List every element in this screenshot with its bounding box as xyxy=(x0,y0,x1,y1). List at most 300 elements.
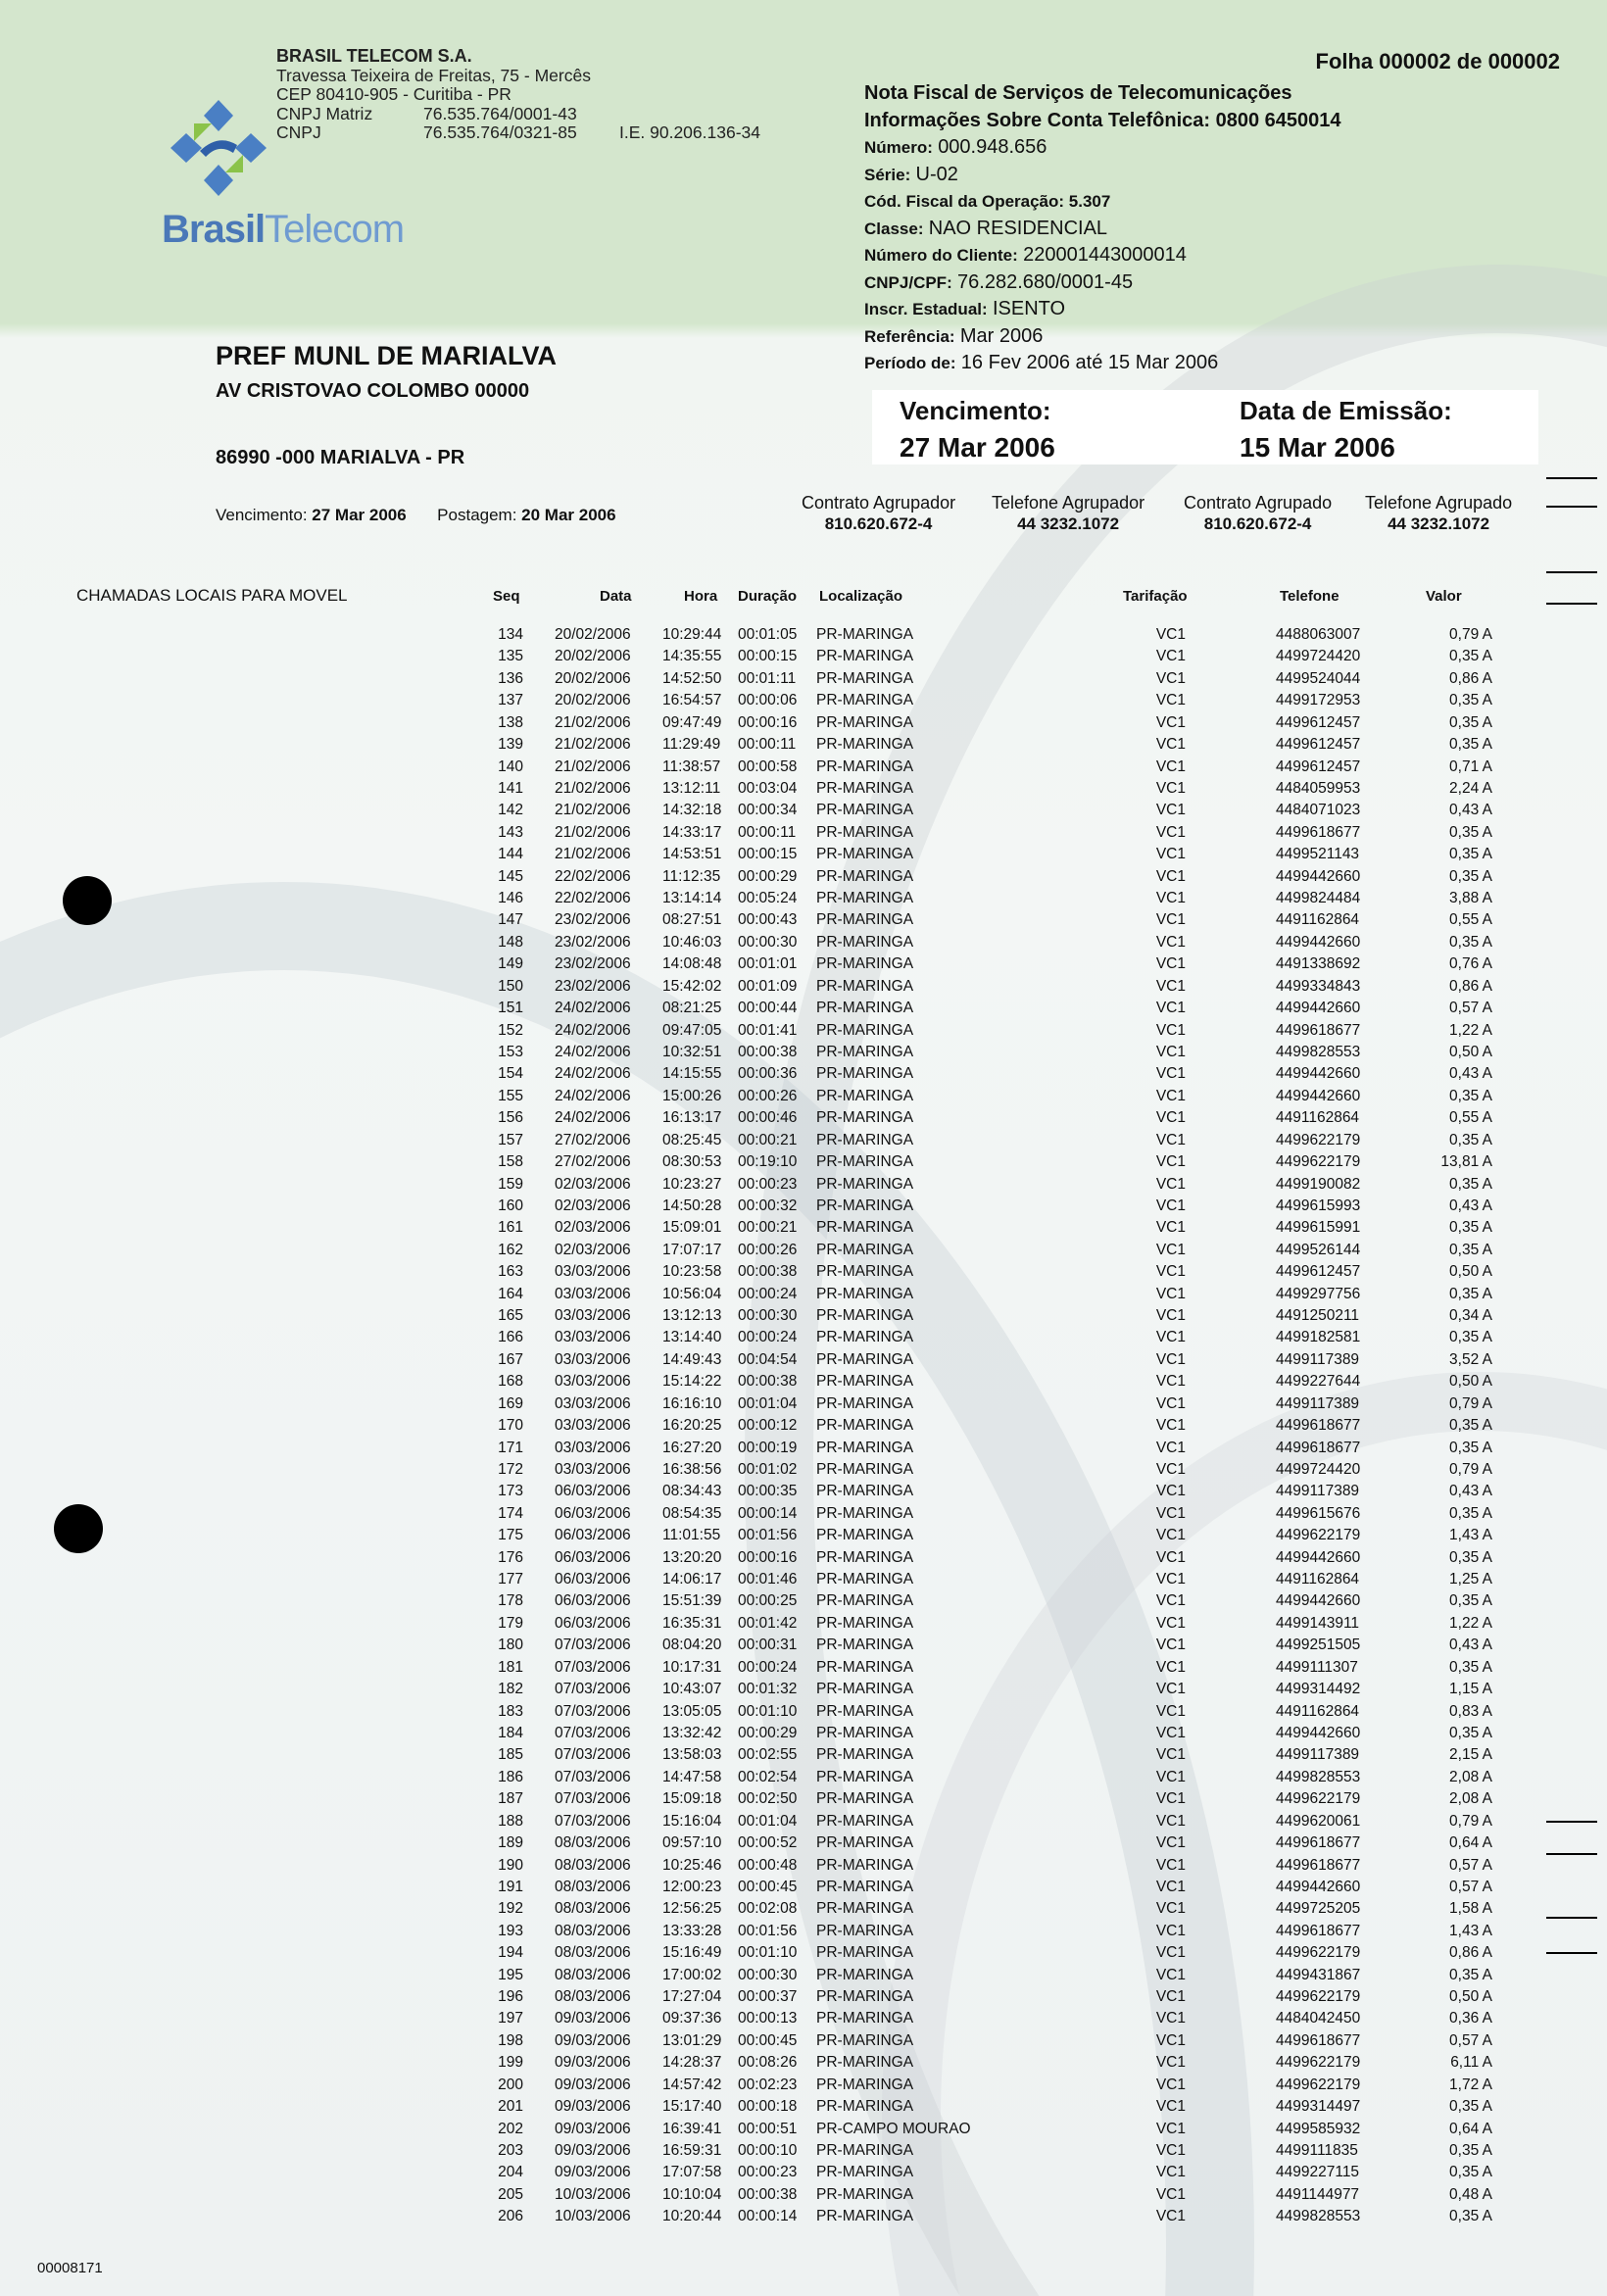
cell-seq: 158 xyxy=(498,1153,523,1171)
cell-telefone: 4499524044 xyxy=(1276,669,1361,687)
cell-tarifacao: VC1 xyxy=(1155,1658,1186,1676)
cell-tarifacao: VC1 xyxy=(1155,669,1186,687)
cell-hora: 14:32:18 xyxy=(662,802,722,819)
cell-valor: 1,43 A xyxy=(1449,1527,1492,1544)
cell-data: 20/02/2006 xyxy=(555,626,631,643)
cell-telefone: 4499828553 xyxy=(1276,2208,1361,2225)
cell-tarifacao: VC1 xyxy=(1155,1021,1186,1039)
cell-seq: 165 xyxy=(498,1307,523,1325)
cell-data: 02/03/2006 xyxy=(555,1197,631,1214)
cell-telefone: 4499442660 xyxy=(1276,1065,1361,1083)
cell-tarifacao: VC1 xyxy=(1155,2164,1186,2181)
cell-duracao: 00:00:30 xyxy=(738,933,798,951)
cell-tarifacao: VC1 xyxy=(1155,1834,1186,1852)
due-date: 27 Mar 2006 xyxy=(900,432,1055,463)
cell-localizacao: PR-MARINGA xyxy=(816,1504,914,1522)
cell-localizacao: PR-MARINGA xyxy=(816,1834,914,1852)
cell-data: 06/03/2006 xyxy=(555,1548,631,1566)
cell-localizacao: PR-MARINGA xyxy=(816,669,914,687)
cell-valor: 0,57 A xyxy=(1449,2031,1492,2049)
cell-localizacao: PR-MARINGA xyxy=(816,1900,914,1918)
cell-hora: 08:27:51 xyxy=(662,911,722,929)
cell-duracao: 00:01:10 xyxy=(738,1944,798,1962)
cell-seq: 164 xyxy=(498,1285,523,1302)
cell-data: 06/03/2006 xyxy=(555,1571,631,1588)
cell-tarifacao: VC1 xyxy=(1155,1746,1186,1764)
cell-valor: 0,35 A xyxy=(1449,933,1492,951)
cell-hora: 08:04:20 xyxy=(662,1637,722,1654)
cell-duracao: 00:00:24 xyxy=(738,1285,798,1302)
cell-duracao: 00:00:13 xyxy=(738,2010,798,2027)
cell-telefone: 4499618677 xyxy=(1276,2031,1361,2049)
cell-seq: 173 xyxy=(498,1483,523,1500)
cell-valor: 0,50 A xyxy=(1449,1988,1492,2006)
cell-hora: 13:14:40 xyxy=(662,1329,722,1346)
cell-duracao: 00:05:24 xyxy=(738,890,798,907)
cell-tarifacao: VC1 xyxy=(1155,846,1186,863)
cell-valor: 0,43 A xyxy=(1449,802,1492,819)
cell-tarifacao: VC1 xyxy=(1155,1417,1186,1435)
cell-localizacao: PR-MARINGA xyxy=(816,1571,914,1588)
cell-telefone: 4499111835 xyxy=(1276,2141,1358,2159)
cell-telefone: 4499431867 xyxy=(1276,1966,1361,1983)
cell-telefone: 4499442660 xyxy=(1276,933,1361,951)
cell-localizacao: PR-MARINGA xyxy=(816,2141,914,2159)
cell-valor: 3,88 A xyxy=(1449,890,1492,907)
cell-seq: 206 xyxy=(498,2208,523,2225)
cell-duracao: 00:01:01 xyxy=(738,955,798,973)
cell-data: 21/02/2006 xyxy=(555,823,631,841)
customer-address: AV CRISTOVAO COLOMBO 00000 xyxy=(216,380,530,402)
cell-seq: 139 xyxy=(498,736,523,754)
cell-hora: 11:29:49 xyxy=(662,736,721,754)
cell-hora: 14:15:55 xyxy=(662,1065,722,1083)
cell-localizacao: PR-MARINGA xyxy=(816,1000,914,1017)
cell-valor: 0,35 A xyxy=(1449,1285,1492,1302)
cell-tarifacao: VC1 xyxy=(1155,1592,1186,1610)
cell-localizacao: PR-MARINGA xyxy=(816,1483,914,1500)
cell-telefone: 4499111307 xyxy=(1276,1658,1358,1676)
cell-localizacao: PR-MARINGA xyxy=(816,1394,914,1412)
cell-localizacao: PR-MARINGA xyxy=(816,890,914,907)
cell-valor: 0,35 A xyxy=(1449,736,1492,754)
cell-localizacao: PR-MARINGA xyxy=(816,911,914,929)
cell-tarifacao: VC1 xyxy=(1155,2098,1186,2116)
cell-data: 21/02/2006 xyxy=(555,846,631,863)
cell-tarifacao: VC1 xyxy=(1155,1307,1186,1325)
cell-duracao: 00:02:23 xyxy=(738,2076,798,2093)
cell-telefone: 4499117389 xyxy=(1276,1350,1360,1368)
cell-valor: 0,55 A xyxy=(1449,911,1492,929)
cell-hora: 14:28:37 xyxy=(662,2054,722,2072)
cell-duracao: 00:00:38 xyxy=(738,2185,798,2203)
cell-seq: 178 xyxy=(498,1592,523,1610)
company-info xyxy=(276,47,760,143)
cell-data: 07/03/2006 xyxy=(555,1702,631,1720)
cell-data: 27/02/2006 xyxy=(555,1131,631,1148)
cell-telefone: 4499117389 xyxy=(1276,1746,1360,1764)
cell-localizacao: PR-MARINGA xyxy=(816,1043,914,1060)
cell-localizacao: PR-MARINGA xyxy=(816,2010,914,2027)
cell-tarifacao: VC1 xyxy=(1155,1614,1186,1632)
cell-seq: 175 xyxy=(498,1527,523,1544)
cell-localizacao: PR-MARINGA xyxy=(816,1548,914,1566)
page-counter: Folha 000002 de 000002 xyxy=(1315,49,1560,73)
cell-seq: 170 xyxy=(498,1417,523,1435)
margin-mark xyxy=(1546,1853,1597,1855)
cell-tarifacao: VC1 xyxy=(1155,1285,1186,1302)
cell-hora: 14:50:28 xyxy=(662,1197,722,1214)
cell-duracao: 00:19:10 xyxy=(738,1153,798,1171)
cell-localizacao: PR-MARINGA xyxy=(816,648,914,665)
cell-tarifacao: VC1 xyxy=(1155,1702,1186,1720)
cell-localizacao: PR-MARINGA xyxy=(816,1021,914,1039)
cell-localizacao: PR-MARINGA xyxy=(816,2208,914,2225)
cell-tarifacao: VC1 xyxy=(1155,1394,1186,1412)
cell-localizacao: PR-MARINGA xyxy=(816,1417,914,1435)
cell-seq: 168 xyxy=(498,1373,523,1391)
cell-seq: 163 xyxy=(498,1263,523,1281)
cell-tarifacao: VC1 xyxy=(1155,2054,1186,2072)
cell-seq: 149 xyxy=(498,955,523,973)
cell-tarifacao: VC1 xyxy=(1155,1571,1186,1588)
cell-duracao: 00:00:37 xyxy=(738,1988,798,2006)
cell-seq: 199 xyxy=(498,2054,523,2072)
cell-valor: 0,43 A xyxy=(1449,1197,1492,1214)
cell-hora: 14:35:55 xyxy=(662,648,722,665)
cell-seq: 195 xyxy=(498,1966,523,1983)
cell-duracao: 00:00:52 xyxy=(738,1834,798,1852)
cell-data: 08/03/2006 xyxy=(555,1988,631,2006)
cell-data: 24/02/2006 xyxy=(555,1043,631,1060)
cell-hora: 10:25:46 xyxy=(662,1856,722,1874)
cell-data: 23/02/2006 xyxy=(555,955,631,973)
cell-tarifacao: VC1 xyxy=(1155,890,1186,907)
cell-telefone: 4499442660 xyxy=(1276,1725,1361,1741)
telefone-agrupado: Telefone Agrupado 44 3232.1072 xyxy=(1365,493,1513,533)
cnpj: 76.535.764/0321-85 xyxy=(423,122,577,142)
cell-seq: 135 xyxy=(498,648,523,665)
cell-telefone: 4484071023 xyxy=(1276,802,1361,819)
cell-tarifacao: VC1 xyxy=(1155,1768,1186,1785)
cell-valor: 0,86 A xyxy=(1449,977,1492,995)
cell-telefone: 4499334843 xyxy=(1276,977,1361,995)
cell-telefone: 4499622179 xyxy=(1276,2054,1361,2072)
cnpj-matriz-label: CNPJ Matriz xyxy=(276,103,373,123)
cell-tarifacao: VC1 xyxy=(1155,757,1186,775)
cell-duracao: 00:01:04 xyxy=(738,1394,798,1412)
cell-data: 09/03/2006 xyxy=(555,2031,631,2049)
cell-seq: 180 xyxy=(498,1637,523,1654)
cell-data: 06/03/2006 xyxy=(555,1592,631,1610)
cell-data: 24/02/2006 xyxy=(555,1000,631,1017)
cell-valor: 1,58 A xyxy=(1449,1900,1492,1918)
cell-data: 03/03/2006 xyxy=(555,1460,631,1478)
col-data: Data xyxy=(600,588,632,605)
cell-localizacao: PR-MARINGA xyxy=(816,2098,914,2116)
cell-valor: 0,57 A xyxy=(1449,1000,1492,1017)
cell-tarifacao: VC1 xyxy=(1155,1922,1186,1939)
cell-localizacao: PR-MARINGA xyxy=(816,2185,914,2203)
cell-localizacao: PR-MARINGA xyxy=(816,1988,914,2006)
cell-hora: 10:43:07 xyxy=(662,1681,722,1698)
nota-fiscal-info: Nota Fiscal de Serviços de Telecomunicações Informações Sobre Conta Telefônica: 0800 6450014 Número: 000.948.656 Série: U-02 Cód. Fiscal da Operação: 5.307 Classe: NAO RESIDENCIAL Número do Cliente: 220001443000014 CNPJ/CPF: 76.282.680/0001-45 Inscr. Estadual: ISENTO Referência: Mar 2006 Período de: 16 Fev 2006 até 15 Mar 2006 xyxy=(864,82,1341,373)
cell-hora: 10:20:44 xyxy=(662,2208,722,2225)
col-localizacao: Localização xyxy=(819,588,903,605)
cell-seq: 187 xyxy=(498,1790,523,1808)
cell-valor: 1,43 A xyxy=(1449,1922,1492,1939)
cell-valor: 0,57 A xyxy=(1449,1856,1492,1874)
cell-seq: 202 xyxy=(498,2120,523,2137)
cell-telefone: 4499622179 xyxy=(1276,1131,1361,1148)
cell-localizacao: PR-MARINGA xyxy=(816,1109,914,1127)
cell-seq: 172 xyxy=(498,1460,523,1478)
cell-telefone: 4484059953 xyxy=(1276,779,1361,797)
section-title: CHAMADAS LOCAIS PARA MOVEL xyxy=(76,586,348,605)
cell-tarifacao: VC1 xyxy=(1155,823,1186,841)
background-swoosh xyxy=(882,1372,1607,2296)
cell-seq: 156 xyxy=(498,1109,523,1127)
cell-data: 02/03/2006 xyxy=(555,1175,631,1193)
cell-tarifacao: VC1 xyxy=(1155,1812,1186,1830)
cell-seq: 182 xyxy=(498,1681,523,1698)
cell-telefone: 4499618677 xyxy=(1276,1021,1361,1039)
cell-valor: 0,35 A xyxy=(1449,1658,1492,1676)
cell-localizacao: PR-MARINGA xyxy=(816,1065,914,1083)
cell-tarifacao: VC1 xyxy=(1155,867,1186,885)
cell-seq: 143 xyxy=(498,823,523,841)
cell-duracao: 00:00:12 xyxy=(738,1417,798,1435)
company-address: Travessa Teixeira de Freitas, 75 - Mercês xyxy=(276,65,591,85)
cell-tarifacao: VC1 xyxy=(1155,1856,1186,1874)
cell-localizacao: PR-MARINGA xyxy=(816,1725,914,1741)
cell-tarifacao: VC1 xyxy=(1155,1548,1186,1566)
cell-tarifacao: VC1 xyxy=(1155,955,1186,973)
cell-hora: 16:16:10 xyxy=(662,1394,722,1412)
cell-hora: 12:56:25 xyxy=(662,1900,722,1918)
cell-valor: 0,35 A xyxy=(1449,1592,1492,1610)
cell-tarifacao: VC1 xyxy=(1155,2185,1186,2203)
cell-duracao: 00:00:21 xyxy=(738,1219,798,1237)
cell-valor: 1,25 A xyxy=(1449,1571,1492,1588)
cell-data: 03/03/2006 xyxy=(555,1394,631,1412)
cell-data: 21/02/2006 xyxy=(555,779,631,797)
cell-valor: 0,35 A xyxy=(1449,846,1492,863)
cell-seq: 142 xyxy=(498,802,523,819)
cell-data: 27/02/2006 xyxy=(555,1153,631,1171)
cell-hora: 16:59:31 xyxy=(662,2141,722,2159)
cell-telefone: 4491162864 xyxy=(1276,1702,1360,1720)
cell-seq: 169 xyxy=(498,1394,523,1412)
cell-telefone: 4499442660 xyxy=(1276,867,1361,885)
cell-telefone: 4499615676 xyxy=(1276,1504,1361,1522)
cell-telefone: 4499182581 xyxy=(1276,1329,1361,1346)
cell-valor: 0,50 A xyxy=(1449,1043,1492,1060)
cell-seq: 205 xyxy=(498,2185,523,2203)
cell-telefone: 4499314497 xyxy=(1276,2098,1361,2116)
cell-data: 07/03/2006 xyxy=(555,1725,631,1741)
cell-telefone: 4499314492 xyxy=(1276,1681,1361,1698)
cell-telefone: 4499172953 xyxy=(1276,692,1361,709)
cell-localizacao: PR-MARINGA xyxy=(816,1768,914,1785)
cell-hora: 13:58:03 xyxy=(662,1746,722,1764)
cell-duracao: 00:00:44 xyxy=(738,1000,798,1017)
margin-mark xyxy=(1546,1821,1597,1823)
cell-data: 09/03/2006 xyxy=(555,2120,631,2137)
cell-telefone: 4499622179 xyxy=(1276,1153,1361,1171)
cell-valor: 1,22 A xyxy=(1449,1614,1492,1632)
cell-seq: 147 xyxy=(498,911,523,929)
col-telefone: Telefone xyxy=(1280,588,1339,605)
cell-valor: 0,35 A xyxy=(1449,1131,1492,1148)
cell-seq: 137 xyxy=(498,692,523,709)
cell-telefone: 4499442660 xyxy=(1276,1878,1361,1895)
cell-seq: 151 xyxy=(498,1000,523,1017)
cell-valor: 0,86 A xyxy=(1449,669,1492,687)
cell-data: 07/03/2006 xyxy=(555,1658,631,1676)
cell-telefone: 4491144977 xyxy=(1276,2185,1360,2203)
cell-hora: 13:32:42 xyxy=(662,1725,722,1741)
cell-valor: 0,35 A xyxy=(1449,1219,1492,1237)
cell-duracao: 00:00:29 xyxy=(738,867,798,885)
cell-valor: 0,35 A xyxy=(1449,1329,1492,1346)
cell-telefone: 4499622179 xyxy=(1276,1790,1361,1808)
cell-duracao: 00:00:38 xyxy=(738,1373,798,1391)
cell-data: 24/02/2006 xyxy=(555,1087,631,1104)
cell-tarifacao: VC1 xyxy=(1155,2031,1186,2049)
cell-tarifacao: VC1 xyxy=(1155,1504,1186,1522)
cell-seq: 140 xyxy=(498,757,523,775)
cell-tarifacao: VC1 xyxy=(1155,1790,1186,1808)
cell-data: 08/03/2006 xyxy=(555,1966,631,1983)
cell-localizacao: PR-MARINGA xyxy=(816,1439,914,1456)
col-duracao: Duração xyxy=(738,588,798,605)
cell-localizacao: PR-MARINGA xyxy=(816,1922,914,1939)
cell-data: 07/03/2006 xyxy=(555,1768,631,1785)
cell-tarifacao: VC1 xyxy=(1155,1350,1186,1368)
cell-telefone: 4499724420 xyxy=(1276,648,1361,665)
cell-tarifacao: VC1 xyxy=(1155,1000,1186,1017)
cell-hora: 10:23:27 xyxy=(662,1175,722,1193)
cell-valor: 0,71 A xyxy=(1449,757,1492,775)
cell-tarifacao: VC1 xyxy=(1155,1043,1186,1060)
cell-data: 03/03/2006 xyxy=(555,1439,631,1456)
cell-valor: 0,35 A xyxy=(1449,648,1492,665)
cell-hora: 14:06:17 xyxy=(662,1571,722,1588)
cell-seq: 150 xyxy=(498,977,523,995)
col-tarifacao: Tarifação xyxy=(1123,588,1188,605)
cell-valor: 0,35 A xyxy=(1449,1548,1492,1566)
cell-seq: 186 xyxy=(498,1768,523,1785)
cell-tarifacao: VC1 xyxy=(1155,2208,1186,2225)
cell-valor: 2,08 A xyxy=(1449,1790,1492,1808)
cell-valor: 0,35 A xyxy=(1449,1504,1492,1522)
cell-data: 22/02/2006 xyxy=(555,867,631,885)
cell-seq: 200 xyxy=(498,2076,523,2093)
cell-tarifacao: VC1 xyxy=(1155,1527,1186,1544)
nota-classe: NAO RESIDENCIAL xyxy=(928,217,1108,239)
cell-hora: 16:54:57 xyxy=(662,692,722,709)
cell-duracao: 00:01:41 xyxy=(738,1021,798,1039)
cell-seq: 145 xyxy=(498,867,523,885)
cell-telefone: 4499622179 xyxy=(1276,1944,1361,1962)
cell-duracao: 00:00:51 xyxy=(738,2120,798,2137)
cell-seq: 204 xyxy=(498,2164,523,2181)
vencimento-postagem: Vencimento: 27 Mar 2006 Postagem: 20 Mar 2006 xyxy=(216,506,616,524)
cell-localizacao: PR-MARINGA xyxy=(816,1373,914,1391)
cell-localizacao: PR-MARINGA xyxy=(816,1219,914,1237)
cell-localizacao: PR-MARINGA xyxy=(816,802,914,819)
cell-telefone: 4499297756 xyxy=(1276,1285,1361,1302)
due-label: Vencimento: xyxy=(900,396,1051,425)
cnpj-label: CNPJ xyxy=(276,122,321,142)
cell-localizacao: PR-MARINGA xyxy=(816,2054,914,2072)
cell-valor: 2,08 A xyxy=(1449,1768,1492,1785)
cell-valor: 0,35 A xyxy=(1449,1966,1492,1983)
cell-seq: 179 xyxy=(498,1614,523,1632)
cell-tarifacao: VC1 xyxy=(1155,1637,1186,1654)
customer-cep-city: 86990 -000 MARIALVA - PR xyxy=(216,447,465,468)
cell-duracao: 00:01:10 xyxy=(738,1702,798,1720)
cell-duracao: 00:00:34 xyxy=(738,802,798,819)
cell-duracao: 00:00:29 xyxy=(738,1725,798,1741)
cell-tarifacao: VC1 xyxy=(1155,933,1186,951)
cell-data: 06/03/2006 xyxy=(555,1504,631,1522)
cell-seq: 192 xyxy=(498,1900,523,1918)
cell-data: 03/03/2006 xyxy=(555,1417,631,1435)
company-ie: I.E. 90.206.136-34 xyxy=(619,122,760,142)
cell-valor: 2,24 A xyxy=(1449,779,1492,797)
cell-telefone: 4499824484 xyxy=(1276,890,1361,907)
cell-hora: 10:56:04 xyxy=(662,1285,722,1302)
cell-hora: 16:13:17 xyxy=(662,1109,722,1127)
cell-duracao: 00:00:45 xyxy=(738,1878,798,1895)
cell-data: 21/02/2006 xyxy=(555,757,631,775)
cell-seq: 190 xyxy=(498,1856,523,1874)
cell-data: 07/03/2006 xyxy=(555,1812,631,1830)
cell-hora: 14:52:50 xyxy=(662,669,722,687)
cell-hora: 10:29:44 xyxy=(662,626,722,643)
cell-duracao: 00:01:11 xyxy=(738,669,797,687)
cell-duracao: 00:00:16 xyxy=(738,1548,798,1566)
cell-tarifacao: VC1 xyxy=(1155,1087,1186,1104)
cell-telefone: 4499620061 xyxy=(1276,1812,1361,1830)
cell-data: 21/02/2006 xyxy=(555,713,631,731)
cell-localizacao: PR-MARINGA xyxy=(816,1263,914,1281)
cell-valor: 0,43 A xyxy=(1449,1483,1492,1500)
cell-duracao: 00:00:58 xyxy=(738,757,798,775)
cell-valor: 0,55 A xyxy=(1449,1109,1492,1127)
contrato-agrupador: Contrato Agrupador 810.620.672-4 xyxy=(802,493,956,533)
cell-tarifacao: VC1 xyxy=(1155,626,1186,643)
cell-telefone: 4499725205 xyxy=(1276,1900,1361,1918)
cell-data: 09/03/2006 xyxy=(555,2164,631,2181)
cell-data: 07/03/2006 xyxy=(555,1746,631,1764)
cell-localizacao: PR-MARINGA xyxy=(816,1658,914,1676)
cell-duracao: 00:00:06 xyxy=(738,692,798,709)
cell-localizacao: PR-MARINGA xyxy=(816,1153,914,1171)
cell-seq: 191 xyxy=(498,1878,523,1895)
cell-hora: 16:39:41 xyxy=(662,2120,722,2137)
cell-duracao: 00:00:14 xyxy=(738,1504,798,1522)
cell-duracao: 00:03:04 xyxy=(738,779,798,797)
cell-duracao: 00:00:11 xyxy=(738,736,797,754)
cell-valor: 1,15 A xyxy=(1449,1681,1492,1698)
margin-mark xyxy=(1546,1952,1597,1954)
cell-seq: 144 xyxy=(498,846,523,863)
cell-valor: 3,52 A xyxy=(1449,1350,1492,1368)
cell-telefone: 4499618677 xyxy=(1276,1439,1361,1456)
